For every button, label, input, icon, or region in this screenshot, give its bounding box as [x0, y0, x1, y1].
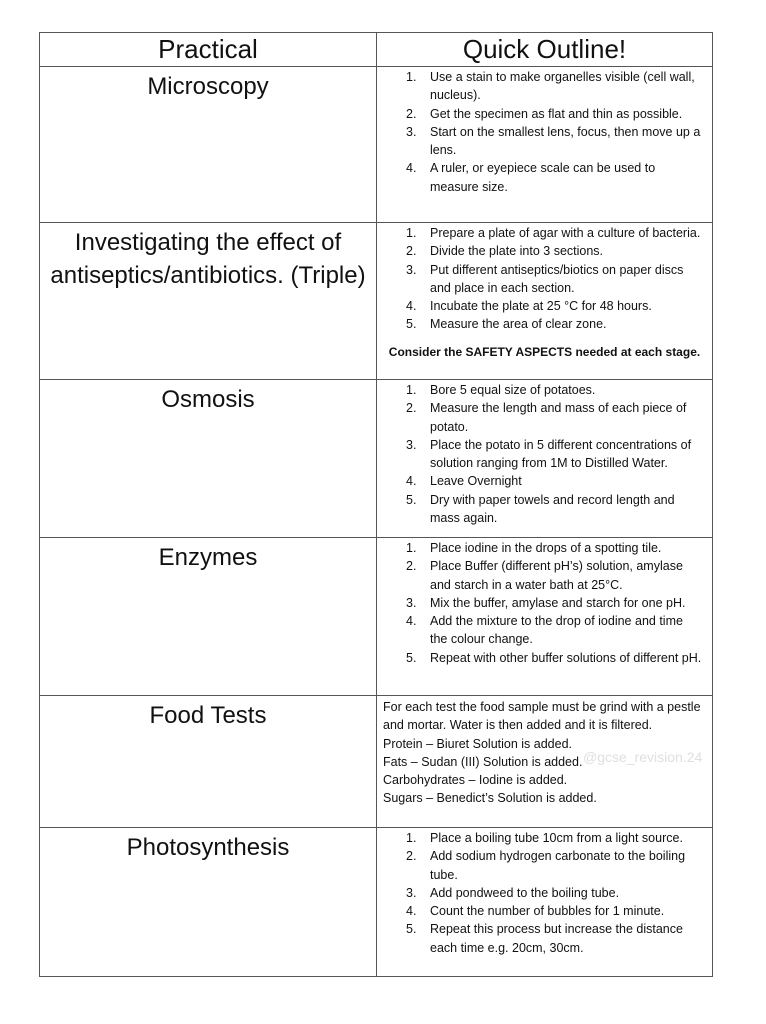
- step-item: [377, 612, 712, 649]
- outline-line: Carbohydrates – Iodine is added.: [383, 773, 568, 788]
- step-number: 5.: [406, 650, 417, 665]
- header-quick-outline: Quick Outline!: [377, 33, 713, 67]
- practical-name: Microscopy: [40, 67, 377, 223]
- step-number: 2.: [406, 559, 417, 574]
- step-text: Get the specimen as flat and thin as possible.: [430, 106, 683, 121]
- step-number: 2.: [406, 849, 417, 864]
- step-item: [377, 649, 712, 667]
- step-text: Repeat this process but increase the distance each time e.g. 20cm, 30cm.: [430, 922, 683, 955]
- step-item: [377, 381, 712, 399]
- step-item: [377, 297, 712, 315]
- step-item: [377, 539, 712, 557]
- step-text: Count the number of bubbles for 1 minute.: [430, 904, 665, 919]
- step-text: A ruler, or eyepiece scale can be used to measure size.: [430, 161, 656, 194]
- step-item: [377, 472, 712, 490]
- practical-name: Osmosis: [40, 380, 377, 538]
- step-number: 1.: [406, 70, 417, 84]
- table-row: [40, 538, 713, 696]
- step-text: Dry with paper towels and record length and mass again.: [430, 492, 675, 526]
- step-item: [377, 261, 712, 298]
- step-text: Place Buffer (different pH’s) solution, amylase and starch in a water bath at 25°C.: [430, 559, 683, 592]
- outline-line: Protein – Biuret Solution is added.: [383, 736, 573, 751]
- step-text: Measure the length and mass of each piece of potato.: [430, 401, 687, 434]
- step-text: Add pondweed to the boiling tube.: [430, 885, 620, 900]
- steps-list: [377, 380, 712, 527]
- step-number: 3.: [406, 262, 417, 277]
- step-text: Incubate the plate at 25 °C for 48 hours.: [430, 299, 652, 314]
- step-number: 4.: [406, 474, 417, 489]
- practical-outline: [377, 828, 713, 977]
- step-text: Place a boiling tube 10cm from a light source.: [430, 831, 683, 845]
- step-text: Leave Overnight: [430, 474, 522, 489]
- practical-name: Investigating the effect of antiseptics/antibiotics. (Triple): [40, 223, 377, 380]
- practical-name: Photosynthesis: [40, 828, 377, 977]
- practical-outline: [377, 223, 713, 380]
- watermark: @gcse_revision.24: [583, 749, 703, 765]
- step-item: [377, 315, 712, 333]
- step-number: 1.: [406, 383, 417, 397]
- step-text: Bore 5 equal size of potatoes.: [430, 383, 596, 397]
- practical-outline: [377, 380, 713, 538]
- safety-note: Consider the SAFETY ASPECTS needed at each stage.: [388, 344, 701, 359]
- step-item: [377, 105, 712, 123]
- steps-list: [377, 223, 712, 334]
- step-number: 4.: [406, 161, 417, 176]
- outline-line: Sugars – Benedict’s Solution is added.: [383, 791, 597, 806]
- outline-line: Fats – Sudan (III) Solution is added.: [383, 754, 583, 769]
- practical-name: Food Tests: [40, 696, 377, 828]
- table-header-row: [40, 33, 713, 67]
- step-number: 2.: [406, 401, 417, 416]
- step-number: 4.: [406, 614, 417, 629]
- step-number: 3.: [406, 124, 417, 139]
- practical-outline: [377, 538, 713, 696]
- step-item: [377, 159, 712, 196]
- step-number: 4.: [406, 904, 417, 919]
- step-number: 4.: [406, 299, 417, 314]
- step-number: 2.: [406, 106, 417, 121]
- step-item: [377, 557, 712, 594]
- table-row: [40, 380, 713, 538]
- step-item: [377, 884, 712, 902]
- step-item: [377, 436, 712, 473]
- practical-name: Enzymes: [40, 538, 377, 696]
- step-number: 3.: [406, 595, 417, 610]
- outline-line: For each test the food sample must be grind with a pestle and mortar. Water is then added and it is filtered.: [383, 700, 701, 733]
- table-row: [40, 828, 713, 977]
- step-number: 1.: [406, 226, 417, 240]
- step-number: 1.: [406, 541, 417, 555]
- header-practical: Practical: [40, 33, 377, 67]
- step-item: [377, 123, 712, 160]
- step-text: Use a stain to make organelles visible (cell wall, nucleus).: [430, 70, 695, 103]
- step-item: [377, 829, 712, 847]
- step-text: Place iodine in the drops of a spotting tile.: [430, 541, 662, 555]
- step-number: 3.: [406, 885, 417, 900]
- step-text: Put different antiseptics/biotics on paper discs and place in each section.: [430, 262, 684, 295]
- step-item: [377, 491, 712, 528]
- step-number: 1.: [406, 831, 417, 845]
- steps-list: [377, 538, 712, 667]
- step-text: Prepare a plate of agar with a culture of bacteria.: [430, 226, 701, 240]
- step-item: [377, 224, 712, 242]
- step-item: [377, 594, 712, 612]
- step-number: 5.: [406, 492, 417, 507]
- step-number: 3.: [406, 437, 417, 452]
- step-number: 2.: [406, 244, 417, 259]
- step-item: [377, 68, 712, 105]
- step-text: Start on the smallest lens, focus, then move up a lens.: [430, 124, 701, 158]
- step-item: [377, 399, 712, 436]
- step-text: Measure the area of clear zone.: [430, 317, 607, 332]
- step-text: Add the mixture to the drop of iodine and time the colour change.: [430, 614, 683, 647]
- step-text: Add sodium hydrogen carbonate to the boiling tube.: [430, 849, 686, 882]
- step-item: [377, 847, 712, 884]
- step-item: [377, 920, 712, 957]
- step-text: Mix the buffer, amylase and starch for one pH.: [430, 595, 686, 610]
- step-text: Place the potato in 5 different concentrations of solution ranging from 1M to Distilled Water.: [430, 437, 692, 471]
- steps-list: [377, 67, 712, 196]
- table-row: [40, 223, 713, 380]
- table-row: [40, 67, 713, 223]
- step-item: [377, 242, 712, 260]
- practicals-table: [39, 32, 713, 977]
- step-number: 5.: [406, 317, 417, 332]
- step-number: 5.: [406, 922, 417, 937]
- step-text: Divide the plate into 3 sections.: [430, 244, 604, 259]
- step-text: Repeat with other buffer solutions of different pH.: [430, 650, 702, 665]
- step-item: [377, 902, 712, 920]
- steps-list: [377, 828, 712, 957]
- practical-outline: [377, 67, 713, 223]
